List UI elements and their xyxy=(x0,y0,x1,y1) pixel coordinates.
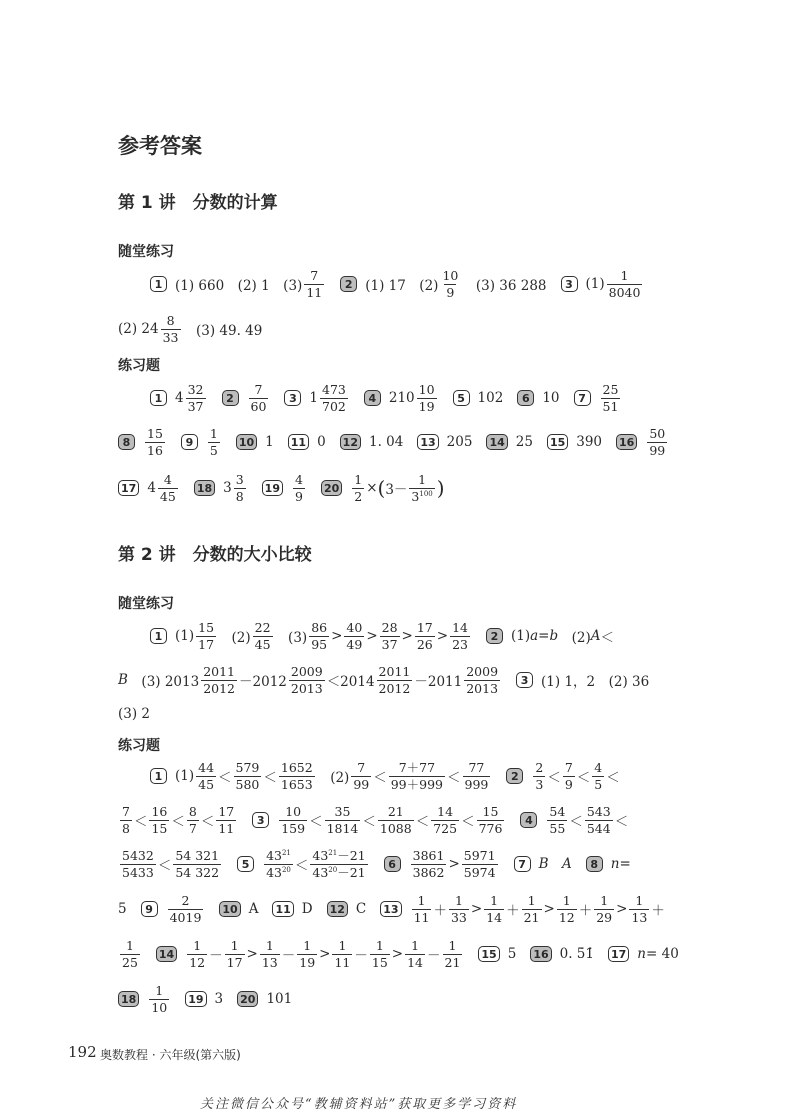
answer-line: 18 1 10 19 3 20 101 xyxy=(118,975,306,1023)
book-title-footer: 奥数教程 · 六年级(第六版) xyxy=(100,1048,241,1062)
lecture2-heading: 第 2 讲 分数的大小比较 xyxy=(118,545,312,565)
answer-line: 7 8 ＜ 16 15 ＜ 8 7 ＜ 17 11 3 10 159 ＜ 35 1814 ＜ 21 1088 ＜ 14 725 ＜ 15 776 4 54 55 ＜ 543 544 ＜ xyxy=(122,803,629,836)
answer-line: 8 15 16 9 1 5 10 1 11 0 12 1. 04 13 205 14 25 15 390 16 50 99 xyxy=(118,418,683,466)
lecture2-exercises-heading: 练习题 xyxy=(118,738,160,754)
watermark-text: 关注微信公众号“教辅资料站”获取更多学习资料 xyxy=(200,1097,518,1112)
answer-line: 17 4 4 45 18 3 3 8 19 4 9 20 1 2 × ( 3－ 1 $3^{100}$ ) xyxy=(118,464,459,512)
answer-line: (2) 24 8 33 (3) 49. 49 xyxy=(118,312,263,345)
answer-line: (3) 2 xyxy=(118,706,151,722)
answer-line: 1 (1) 15 17 (2) 22 45 (3) 86 95 > 40 49 > 28 37 > 17 26 > 14 23 2 (1) a = b (2) A ＜ xyxy=(150,612,628,660)
answer-line: B (3) 2013 2011 2012 －2012 2009 2013 ＜2014 2011 2012 －2011 2009 2013 3 (1) 1，2 (2) 36 xyxy=(118,663,650,696)
answer-line: 1 (1) 660 (2) 1 (3) 7 11 2 (1) 17 (2) 10 9 (3) 36 288 3 (1) 1 8040 xyxy=(150,260,658,308)
page-title: 参考答案 xyxy=(118,134,202,158)
answer-line: 5 9 2 4019 10 A 11 D 12 C 13 1 11 ＋ 1 33 > 1 14 ＋ 1 21 > 1 12 ＋ 1 29 > 1 13 ＋ xyxy=(118,892,665,925)
answer-line: 1 4 32 37 2 7 60 3 1 473 702 4 210 10 19 5 102 6 10 7 25 51 xyxy=(150,374,636,422)
answer-line: 5432 5433 ＜ 54 321 54 322 5 $43^{21}$ $43^{20}$ ＜ $43^{21}-21$ $43^{20}-21$ 6 3861 3862 > 5971 5974 7 B A 8 n = xyxy=(122,847,631,880)
lecture1-exercises-heading: 练习题 xyxy=(118,358,160,374)
page-number: 192 xyxy=(68,1043,97,1061)
answer-line: 1 (1) 44 45 ＜ 579 580 ＜ 1652 1653 (2) 7 99 ＜ 7＋77 99＋999 ＜ 77 999 2 2 3 ＜ 7 9 ＜ 4 5 ＜ xyxy=(150,752,634,800)
answer-line: 1 25 14 1 12 － 1 17 > 1 13 － 1 19 > 1 11 － 1 15 > 1 14 － 1 21 15 5 16 0. 5̇1̇ 17 n = 40 xyxy=(122,937,679,970)
lecture1-heading: 第 1 讲 分数的计算 xyxy=(118,193,278,213)
lecture2-class-practice-heading: 随堂练习 xyxy=(118,596,174,612)
lecture1-class-practice-heading: 随堂练习 xyxy=(118,244,174,260)
